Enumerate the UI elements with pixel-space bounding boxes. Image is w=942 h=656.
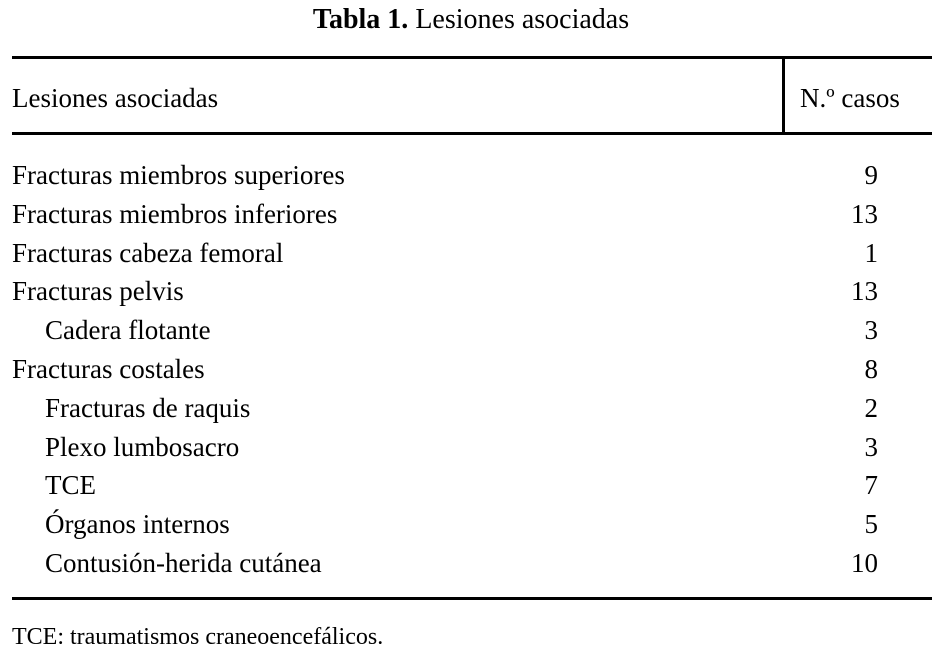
table-header-rule: [12, 132, 932, 135]
header-column-divider: [782, 56, 785, 135]
table-row: [12, 505, 882, 544]
table-caption: [0, 4, 942, 36]
table-row: [12, 234, 882, 273]
table-footnote: TCE: traumatismos craneoencefálicos.: [12, 624, 384, 650]
caption-title: Lesiones asociadas: [415, 4, 630, 35]
row-label: Fracturas pelvis: [12, 276, 184, 307]
row-label: Órganos internos: [45, 509, 230, 540]
table-row: [12, 311, 882, 350]
row-label: Fracturas cabeza femoral: [12, 237, 284, 268]
table-bottom-rule: [12, 597, 932, 600]
row-label: TCE: [45, 470, 96, 501]
table-row: [12, 466, 882, 505]
row-value: 13: [851, 276, 878, 307]
table-row: [12, 389, 882, 428]
row-label: Cadera flotante: [45, 315, 211, 346]
row-value: 9: [864, 160, 878, 190]
header-lesiones: Lesiones asociadas: [12, 83, 219, 113]
row-label: Fracturas miembros superiores: [12, 160, 345, 190]
row-label: Fracturas costales: [12, 353, 205, 384]
table-body: [12, 156, 882, 583]
row-label: Fracturas de raquis: [45, 392, 251, 423]
row-value: 10: [851, 547, 878, 578]
table-row: [12, 156, 882, 195]
table-row: [12, 544, 882, 583]
row-value: 5: [864, 509, 878, 540]
row-value: 2: [864, 392, 878, 423]
row-value: 13: [851, 198, 878, 229]
row-value: 8: [864, 353, 878, 384]
table-row: [12, 272, 882, 311]
row-label: Contusión-herida cutánea: [45, 547, 322, 578]
row-label: Plexo lumbosacro: [45, 431, 240, 462]
table-row: [12, 195, 882, 234]
table-top-rule: [12, 56, 932, 59]
caption-label: Tabla 1.: [312, 4, 409, 35]
row-value: 3: [864, 431, 878, 462]
row-label: Fracturas miembros inferiores: [12, 198, 338, 229]
row-value: 7: [864, 470, 878, 501]
row-value: 3: [864, 315, 878, 346]
header-casos: N.º casos: [800, 83, 900, 113]
row-value: 1: [864, 237, 878, 268]
table-row: [12, 350, 882, 389]
table-row: [12, 428, 882, 467]
